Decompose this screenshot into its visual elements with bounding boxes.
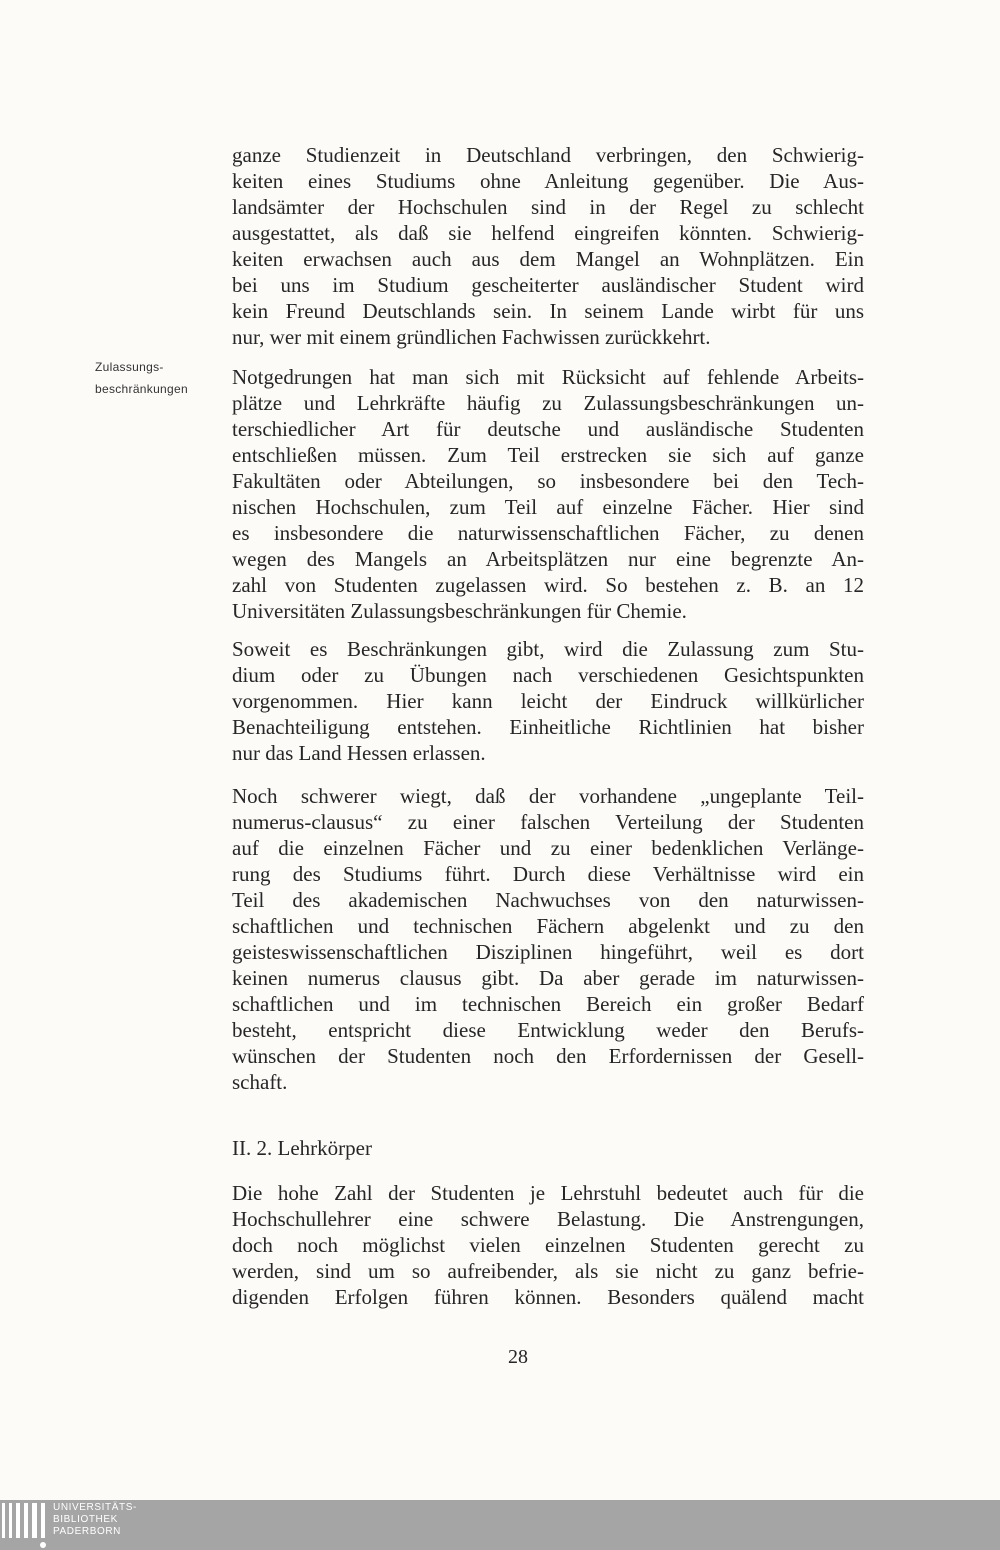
logo-bar — [24, 1503, 28, 1538]
logo-bar — [16, 1503, 20, 1538]
text-line: Soweit es Beschränkungen gibt, wird die Zulassung zum Stu- — [232, 637, 864, 661]
text-line: vorgenommen. Hier kann leicht der Eindruck willkürlicher — [232, 689, 864, 713]
paragraph — [232, 364, 864, 624]
text-line: schaftlichen und im technischen Bereich ein großer Bedarf — [232, 992, 864, 1016]
text-line: doch noch möglichst vielen einzelnen Studenten gerecht zu — [232, 1233, 864, 1257]
logo-bar — [32, 1503, 37, 1538]
text-line: schaft. — [232, 1070, 288, 1094]
margin-note-line: beschränkungen — [95, 382, 188, 396]
text-line: landsämter der Hochschulen sind in der Regel zu schlecht — [232, 195, 864, 219]
text-line: geisteswissenschaftlichen Disziplinen hingeführt, weil es dort — [232, 940, 864, 964]
paragraph — [232, 783, 864, 1095]
logo-bar — [9, 1503, 12, 1538]
text-line: keiten eines Studiums ohne Anleitung gegenüber. Die Aus- — [232, 169, 864, 193]
text-line: auf die einzelnen Fächer und zu einer bedenklichen Verlänge- — [232, 836, 864, 860]
paragraph — [232, 1180, 864, 1310]
text-line: wegen des Mangels an Arbeitsplätzen nur eine begrenzte An- — [232, 547, 864, 571]
text-line: Noch schwerer wiegt, daß der vorhandene „ungeplante Teil- — [232, 784, 864, 808]
library-name — [53, 1502, 137, 1538]
text-line: besteht, entspricht diese Entwicklung weder den Berufs- — [232, 1018, 864, 1042]
text-line: keiten erwachsen auch aus dem Mangel an Wohnplätzen. Ein — [232, 247, 864, 271]
margin-note-line: Zulassungs- — [95, 360, 164, 374]
text-line: Benachteiligung entstehen. Einheitliche Richtlinien hat bisher — [232, 715, 864, 739]
library-logo-icon — [0, 1500, 50, 1550]
paragraph — [232, 142, 864, 350]
text-line: kein Freund Deutschlands sein. In seinem Lande wirbt für uns — [232, 299, 864, 323]
text-line: werden, sind um so aufreibender, als sie nicht zu ganz befrie- — [232, 1259, 864, 1283]
section-heading: II. 2. Lehrkörper — [232, 1136, 372, 1160]
paragraph — [232, 636, 864, 766]
library-name-line: PADERBORN — [53, 1526, 122, 1537]
text-line: nur, wer mit einem gründlichen Fachwissen zurückkehrt. — [232, 325, 711, 349]
page-number: 28 — [508, 1346, 528, 1368]
text-line: schaftlichen und technischen Fächern abgelenkt und zu den — [232, 914, 864, 938]
logo-bar — [2, 1503, 5, 1538]
text-line: Die hohe Zahl der Studenten je Lehrstuhl bedeutet auch für die — [232, 1181, 864, 1205]
text-line: numerus-clausus“ zu einer falschen Verteilung der Studenten — [232, 810, 864, 834]
logo-dot — [40, 1542, 46, 1548]
text-line: dium oder zu Übungen nach verschiedenen Gesichtspunkten — [232, 663, 864, 687]
library-footer — [0, 1500, 1000, 1550]
logo-bar — [41, 1503, 45, 1538]
library-name-line: BIBLIOTHEK — [53, 1514, 118, 1525]
text-line: Hochschullehrer eine schwere Belastung. Die Anstrengungen, — [232, 1207, 864, 1231]
text-line: wünschen der Studenten noch den Erfordernissen der Gesell- — [232, 1044, 864, 1068]
text-line: plätze und Lehrkräfte häufig zu Zulassungsbeschränkungen un- — [232, 391, 864, 415]
text-line: zahl von Studenten zugelassen wird. So bestehen z. B. an 12 — [232, 573, 864, 597]
text-line: Fakultäten oder Abteilungen, so insbesondere bei den Tech- — [232, 469, 864, 493]
text-line: ganze Studienzeit in Deutschland verbringen, den Schwierig- — [232, 143, 864, 167]
text-line: keinen numerus clausus gibt. Da aber gerade im naturwissen- — [232, 966, 864, 990]
text-line: bei uns im Studium gescheiterter ausländischer Student wird — [232, 273, 864, 297]
text-line: nur das Land Hessen erlassen. — [232, 741, 486, 765]
library-name-line: UNIVERSITÄTS- — [53, 1502, 137, 1513]
text-line: nischen Hochschulen, zum Teil auf einzelne Fächer. Hier sind — [232, 495, 864, 519]
text-line: entschließen müssen. Zum Teil erstrecken sie sich auf ganze — [232, 443, 864, 467]
text-line: Notgedrungen hat man sich mit Rücksicht auf fehlende Arbeits- — [232, 365, 864, 389]
text-line: digenden Erfolgen führen können. Besonders quälend macht — [232, 1285, 864, 1309]
margin-note — [95, 356, 225, 400]
text-line: Teil des akademischen Nachwuchses von den naturwissen- — [232, 888, 864, 912]
text-line: terschiedlicher Art für deutsche und ausländische Studenten — [232, 417, 864, 441]
text-line: Universitäten Zulassungsbeschränkungen für Chemie. — [232, 599, 687, 623]
text-line: ausgestattet, als daß sie helfend eingreifen könnten. Schwierig- — [232, 221, 864, 245]
text-line: es insbesondere die naturwissenschaftlichen Fächer, zu denen — [232, 521, 864, 545]
text-line: rung des Studiums führt. Durch diese Verhältnisse wird ein — [232, 862, 864, 886]
